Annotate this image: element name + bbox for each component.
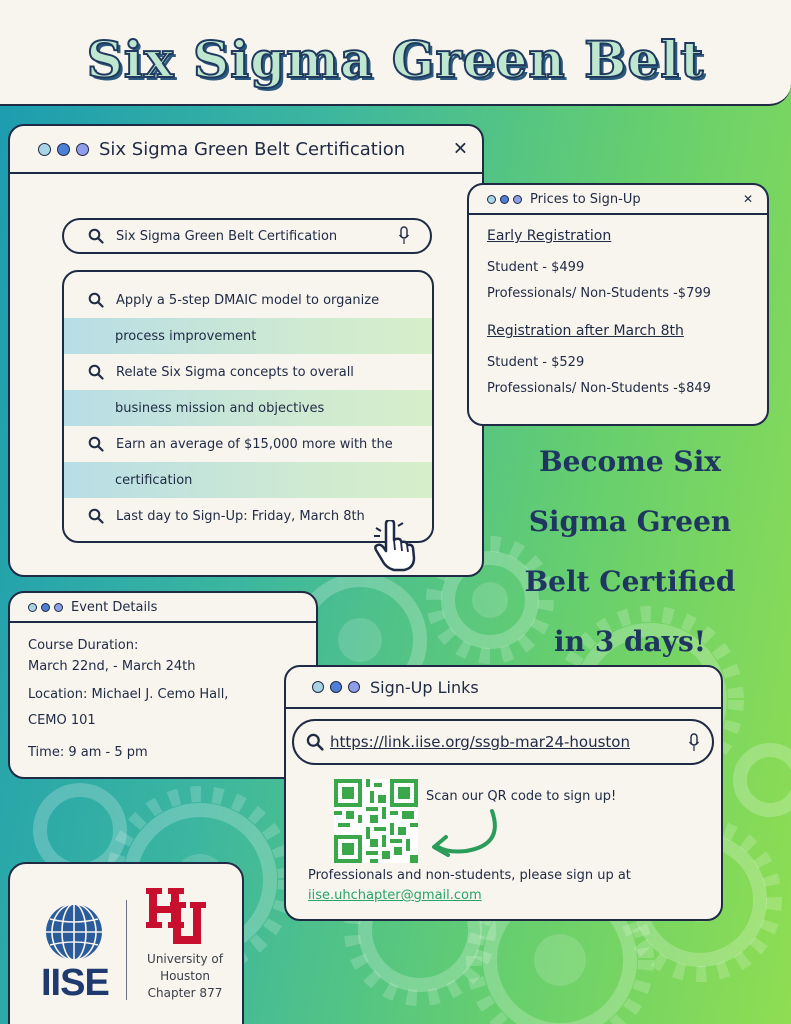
promo-line: Belt Certified — [524, 565, 736, 598]
result-text: Last day to Sign-Up: Friday, March 8th — [116, 508, 365, 524]
event-details-window — [8, 591, 318, 779]
iise-logo-text: IISE — [41, 962, 109, 1004]
search-results — [62, 270, 434, 543]
close-icon[interactable]: ✕ — [452, 138, 468, 160]
window-dot-icon — [487, 195, 496, 204]
window-dot-icon — [76, 143, 89, 156]
promo-line: Sigma Green — [528, 505, 732, 538]
result-text: certification — [115, 472, 193, 488]
window-dot-icon — [54, 603, 63, 612]
location-line: Location: Michael J. Cemo Hall, — [28, 687, 229, 702]
window-dot-icon — [513, 195, 522, 204]
main-window-titlebar — [10, 126, 482, 174]
search-icon — [88, 228, 104, 244]
signup-window — [284, 665, 723, 921]
hand-cursor-icon — [372, 520, 420, 572]
result-item[interactable] — [64, 354, 432, 390]
search-icon — [306, 733, 324, 751]
window-dot-icon — [348, 681, 360, 693]
page-title: Six Sigma Green Belt — [86, 30, 705, 89]
signup-url-input[interactable] — [292, 719, 714, 765]
main-window — [8, 124, 484, 577]
result-item-continued — [64, 462, 432, 498]
event-window-titlebar — [10, 593, 316, 623]
late-professional-price: Professionals/ Non-Students -$849 — [487, 381, 711, 396]
result-text: process improvement — [115, 328, 257, 344]
microphone-icon[interactable] — [688, 733, 700, 753]
header-banner — [0, 0, 791, 106]
prices-window — [467, 183, 769, 426]
professional-note: Professionals and non-students, please sign up at — [308, 868, 631, 883]
result-text: Relate Six Sigma concepts to overall — [116, 364, 354, 380]
uh-name-line: University of — [147, 952, 223, 966]
qr-code[interactable] — [334, 779, 418, 863]
result-text: business mission and objectives — [115, 400, 325, 416]
curved-arrow-icon — [426, 807, 506, 867]
late-registration-heading: Registration after March 8th — [487, 323, 684, 339]
early-professional-price: Professionals/ Non-Students -$799 — [487, 286, 711, 301]
search-icon — [88, 508, 104, 524]
close-icon[interactable]: ✕ — [742, 192, 753, 206]
early-student-price: Student - $499 — [487, 260, 585, 275]
window-dot-icon — [28, 603, 37, 612]
location-room: CEMO 101 — [28, 713, 96, 728]
uh-name-line: Houston — [160, 969, 210, 983]
result-item[interactable] — [64, 426, 432, 462]
promo-line: Become Six — [539, 445, 721, 478]
signup-window-titlebar — [286, 667, 721, 709]
window-dot-icon — [330, 681, 342, 693]
window-dot-icon — [312, 681, 324, 693]
search-icon — [88, 436, 104, 452]
course-duration-label: Course Duration: — [28, 638, 139, 653]
event-time: Time: 9 am - 5 pm — [28, 745, 148, 760]
signup-email-link[interactable]: iise.uhchapter@gmail.com — [308, 888, 482, 903]
promo-line: in 3 days! — [553, 625, 707, 658]
late-student-price: Student - $529 — [487, 355, 585, 370]
logos-box — [8, 862, 244, 1024]
window-dot-icon — [57, 143, 70, 156]
result-item[interactable] — [64, 282, 432, 318]
event-window-title: Event Details — [71, 599, 158, 615]
search-input[interactable] — [62, 218, 432, 254]
promo-text — [490, 432, 770, 672]
microphone-icon[interactable] — [398, 226, 410, 246]
course-duration-value: March 22nd, - March 24th — [28, 659, 196, 674]
window-dot-icon — [38, 143, 51, 156]
result-item-continued — [64, 318, 432, 354]
signup-window-title: Sign-Up Links — [370, 677, 479, 697]
uh-chapter-line: Chapter 877 — [147, 986, 223, 1000]
result-item-continued — [64, 390, 432, 426]
result-text: Earn an average of $15,000 more with the — [116, 436, 393, 452]
early-registration-heading: Early Registration — [487, 228, 612, 244]
main-window-title: Six Sigma Green Belt Certification — [99, 138, 406, 160]
qr-caption: Scan our QR code to sign up! — [426, 789, 617, 804]
search-value: Six Sigma Green Belt Certification — [116, 228, 338, 244]
uh-logo — [144, 886, 208, 948]
window-dot-icon — [41, 603, 50, 612]
globe-icon — [44, 902, 104, 962]
search-icon — [88, 364, 104, 380]
window-dot-icon — [500, 195, 509, 204]
logo-divider — [126, 900, 127, 1000]
search-icon — [88, 292, 104, 308]
prices-window-title: Prices to Sign-Up — [530, 191, 641, 207]
result-text: Apply a 5-step DMAIC model to organize — [116, 292, 380, 308]
prices-window-titlebar — [469, 185, 767, 215]
signup-url[interactable]: https://link.iise.org/ssgb-mar24-houston — [330, 733, 630, 751]
